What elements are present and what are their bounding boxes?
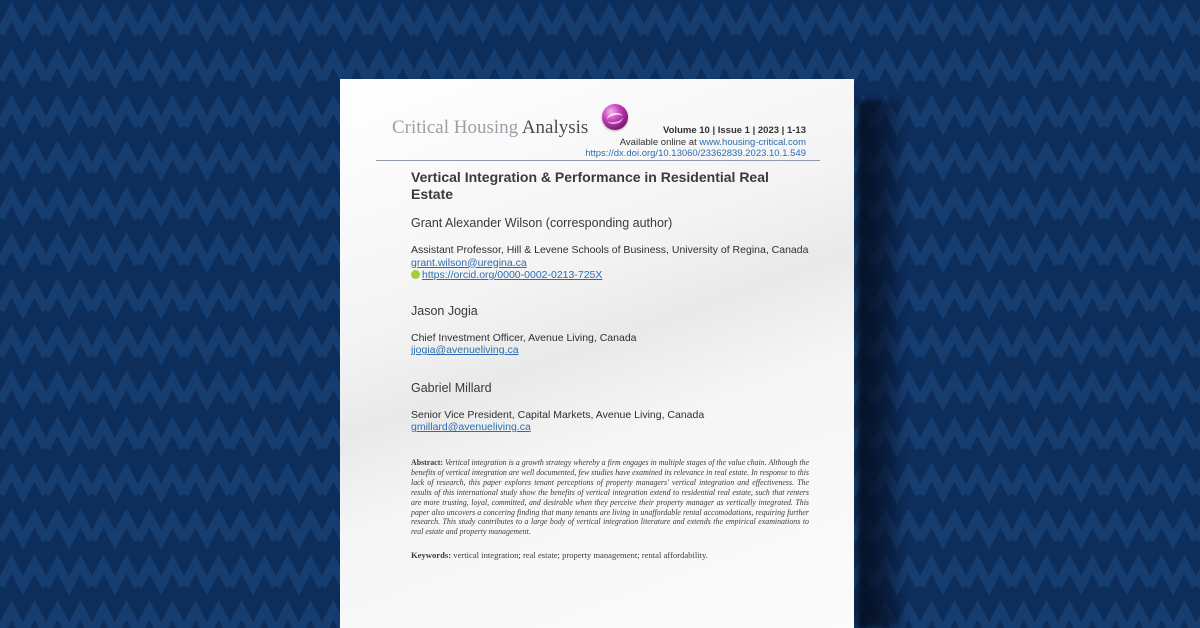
- author-block: [411, 381, 811, 434]
- available-online: [620, 137, 806, 148]
- author-name: Jason Jogia: [411, 303, 478, 318]
- author-name: Grant Alexander Wilson (corresponding author): [411, 216, 673, 230]
- doi-link[interactable]: https://dx.doi.org/10.13060/23362839.2023.10.1.549: [585, 148, 806, 159]
- abstract: [411, 458, 809, 537]
- keywords: [411, 550, 809, 560]
- author-name: Gabriel Millard: [411, 380, 492, 395]
- author-email-link[interactable]: jjogia@avenueliving.ca: [411, 344, 519, 356]
- article-front-matter: [411, 169, 811, 458]
- journal-name: [392, 117, 588, 139]
- author-email-link[interactable]: grant.wilson@uregina.ca: [411, 256, 527, 269]
- abstract-text: Vertical integration is a growth strategy whereby a firm engages in multiple stages of the value chain. Although the benefits of vertical integration are well documented, few studies have examined its relevance in real estate. In response to this lack of research, this paper explores tenant perceptions of property managers' vertical integration and effectiveness. The results of this international study show the benefits of vertical integration extend to residential real estate, such that renters are more trusting, loyal, committed, and desirable when they perceive their property manager as vertically integrated. This paper also uncovers a concering finding that many tenants are living in unaffordable rental accomodations, requiring further research. This study contributes to a large body of vertical integration literature and extends the empirical examinations to real estate and property management.: [411, 458, 809, 537]
- author-affiliation: Senior Vice President, Capital Markets, Avenue Living, Canada: [411, 408, 705, 421]
- abstract-label: Abstract:: [411, 458, 443, 467]
- article-title: Vertical Integration & Performance in Residential Real Estate: [411, 169, 769, 202]
- keywords-label: Keywords:: [411, 550, 452, 560]
- orcid-icon: [411, 270, 420, 279]
- author-email-link[interactable]: gmillard@avenueliving.ca: [411, 421, 531, 433]
- website-link[interactable]: www.housing-critical.com: [699, 137, 806, 148]
- journal-name-light: Critical Housing: [392, 117, 522, 138]
- author-block: [411, 216, 811, 282]
- journal-globe-icon: [602, 104, 628, 130]
- orcid-link[interactable]: https://orcid.org/0000-0002-0213-725X: [422, 269, 603, 281]
- document-shadow: [858, 100, 906, 628]
- paper-page: [340, 79, 854, 628]
- keywords-text: vertical integration; real estate; property management; rental affordability.: [453, 550, 708, 560]
- journal-header: [376, 101, 820, 161]
- author-affiliation: Chief Investment Officer, Avenue Living, Canada: [411, 331, 637, 344]
- available-prefix: Available online at: [619, 137, 700, 148]
- author-block: [411, 304, 811, 357]
- issue-info: Volume 10 | Issue 1 | 2023 | 1-13: [663, 125, 806, 136]
- journal-name-strong: Analysis: [521, 117, 589, 138]
- orcid-row: [411, 269, 811, 282]
- author-affiliation: Assistant Professor, Hill & Levene Schools of Business, University of Regina, Canada: [411, 244, 809, 256]
